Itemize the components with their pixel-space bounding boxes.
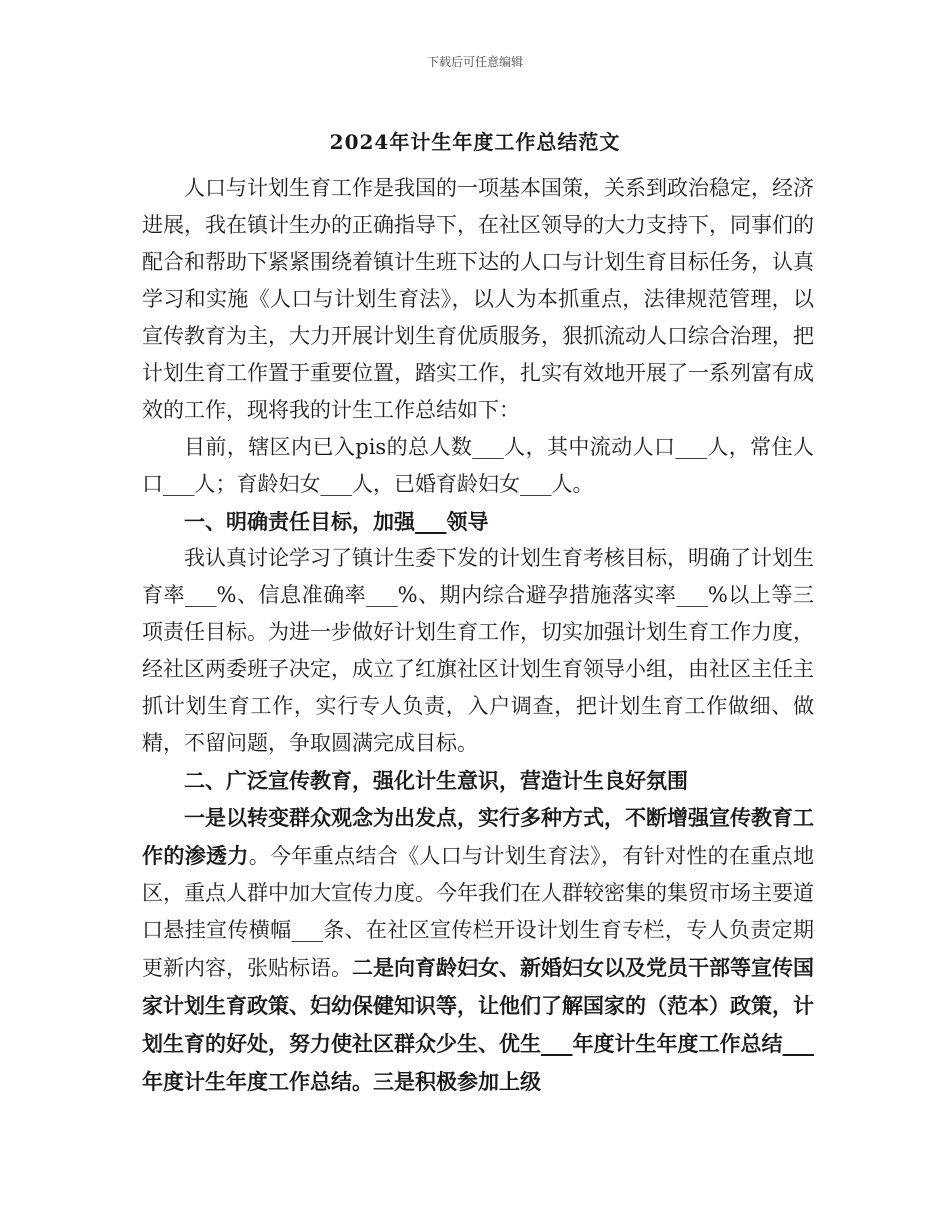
paragraph-publicity-text: 。今年重点结合《人口与计划生育法》，有针对性的在重点地区，重点人群中加大宣传力度。今年我们在人群较密集的集贸市场主要道口悬挂宣传横幅___条、在社区宣传栏开设计划生育专栏，专人负责定期更新内容，张贴标语。 [142,844,815,980]
document-body [142,170,814,1101]
section-heading-1: 一、明确责任目标，加强___领导 [184,509,489,534]
bold-lead-1: 一是以转变群众观念为出发点，实行多种方式，不断增强宣传教育工作的渗透力 [142,805,814,868]
paragraph-responsibility: 我认真讨论学习了镇计生委下发的计划生育考核目标，明确了计划生育率___%、信息准确率___%、期内综合避孕措施落实率___%以上等三项责任目标。为进一步做好计划生育工作，切实加强计划生育工作力度，经社区两委班子决定，成立了红旗社区计划生育领导小组，由社区主任主抓计划生育工作，实行专人负责，入户调查，把计划生育工作做细、做精，不留问题，争取圆满完成目标。 [142,546,814,755]
page-header-note: 下载后可任意编辑 [426,55,523,69]
bold-lead-2: 二是向育龄妇女、新婚妇女以及党员干部等宣传国家计划生育政策、妇幼保健知识等，让他们了解国家的（范本）政策，计划生育的好处，努力使社区群众少生、优生___年度计生年度工作总结___年度计生年度工作总结。三是积极参加上级 [142,955,814,1094]
document-title: 2024年计生年度工作总结范文 [329,130,621,154]
paragraph-intro: 人口与计划生育工作是我国的一项基本国策，关系到政治稳定，经济进展，我在镇计生办的正确指导下，在社区领导的大力支持下，同事们的配合和帮助下紧紧围绕着镇计生班下达的人口与计划生育目标任务，认真学习和实施《人口与计划生育法》，以人为本抓重点，法律规范管理，以宣传教育为主，大力开展计划生育优质服务，狠抓流动人口综合治理，把计划生育工作置于重要位置，踏实工作，扎实有效地开展了一系列富有成效的工作，现将我的计生工作总结如下： [142,176,814,422]
paragraph-publicity [142,799,814,1101]
section-heading-2: 二、广泛宣传教育，强化计生意识，营造计生良好氛围 [184,768,688,793]
paragraph-statistics: 目前，辖区内已入pis的总人数___人，其中流动人口___人，常住人口___人；育龄妇女___人，已婚育龄妇女___人。 [142,435,814,496]
